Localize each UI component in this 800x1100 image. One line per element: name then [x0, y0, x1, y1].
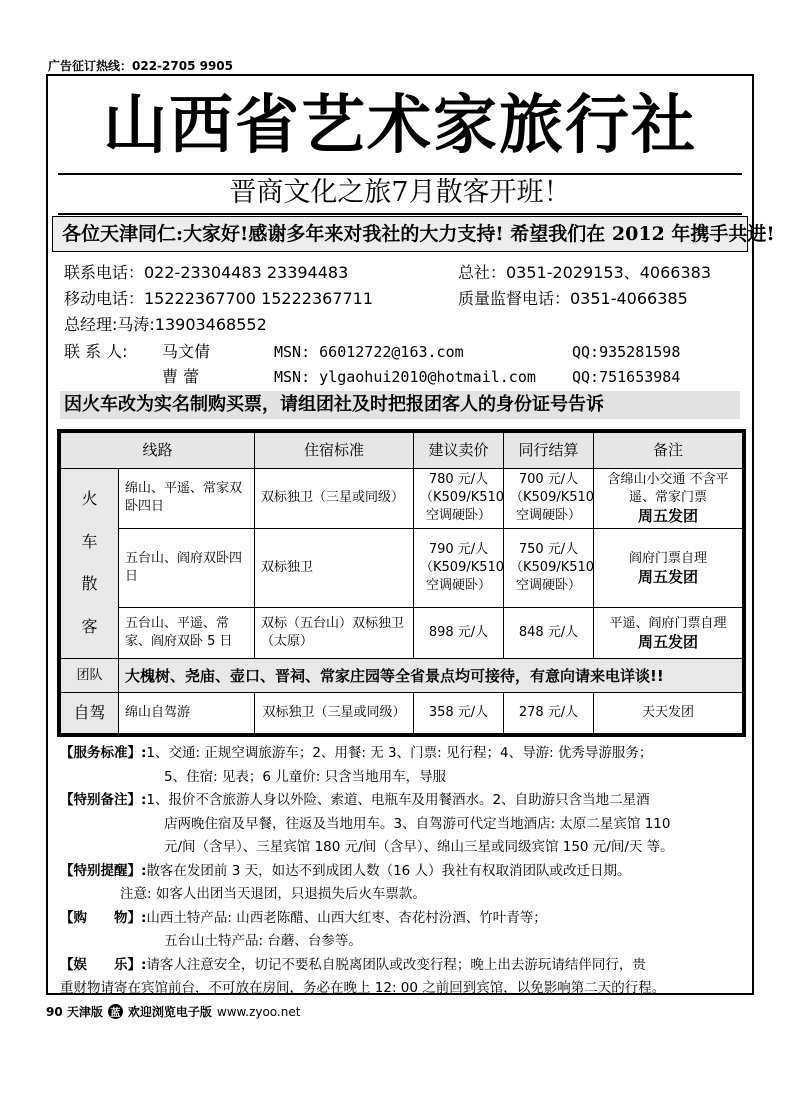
agency-title: 山西省艺术家旅行社: [103, 88, 697, 163]
page-number: 90 天津版: [46, 1005, 103, 1019]
special-label: 【特别备注】:: [60, 792, 147, 808]
shopping-label: 【购 物】:: [60, 909, 147, 926]
tour-price-table: [57, 429, 746, 737]
contact-mobile: 移动电话：15222367700 15222367711: [64, 289, 374, 308]
special-text: 元/间（含早）、三星宾馆 180 元/间（含早）、绵山三星或同级宾馆 150 元/间/天 等。: [164, 839, 674, 855]
route-cell: 绵山、平遥、常家双卧四日: [119, 468, 255, 528]
train-label-char: 车: [81, 531, 98, 551]
price-cell: 780 元/人（K509/K510 空调硬卧）: [414, 468, 504, 528]
hotel-cell: 双标独卫（三星或同级）: [255, 693, 414, 734]
note-cell: [594, 468, 743, 528]
price-cell: 790 元/人（K509/K510 空调硬卧）: [414, 528, 504, 607]
header-peer: 同行结算: [504, 433, 594, 469]
service-text: 5、住宿: 见表；6 儿童价: 只含当地用车，导服: [164, 768, 447, 785]
shopping-text: 山西土特产品: 山西老陈醋、山西大红枣、杏花村汾酒、竹叶青等；: [146, 909, 547, 926]
table-row: [61, 528, 743, 607]
header-price: 建议卖价: [414, 433, 504, 469]
contact-phone: 联系电话：022-23304483 23394483: [64, 263, 349, 282]
note-cell: [594, 607, 743, 658]
peer-cell: 750 元/人（K509/K510 空调硬卧）: [504, 528, 594, 607]
attention-text: 如客人出团当天退团，只退损失后火车票款。: [155, 886, 426, 902]
table-row: [61, 468, 743, 528]
header-note: 备注: [594, 433, 743, 469]
train-label-char: 客: [81, 616, 98, 636]
reminder-text: 散客在发团前 3 天，如达不到成团人数（16 人）我社有权取消团队或改迁日期。: [146, 862, 631, 879]
service-text: 1、交通: 正规空调旅游车；2、用餐: 无 3、门票: 见行程；4、导游: 优秀导游服务；: [146, 745, 653, 761]
train-category-cell: [61, 468, 119, 658]
attention-label: 注意:: [120, 886, 152, 902]
greeting: 各位天津同仁:大家好!感谢多年来对我社的大力支持! 希望我们在 2012 年携手共进!: [62, 223, 775, 245]
page-footer: [46, 1003, 300, 1020]
blue-logo-icon: 蓝: [108, 1004, 123, 1019]
special-text: 1、报价不含旅游人身以外险、索道、电瓶车及用餐酒水。2、自助游只含当地二星酒: [146, 792, 650, 808]
ad-hotline: 广告征订热线：022-2705 9905: [48, 59, 234, 73]
team-label: 团队: [61, 658, 119, 693]
shopping-text: 五台山土特产品: 台蘑、台参等。: [164, 933, 362, 949]
footer-site-link[interactable]: www.zyoo.net: [216, 1004, 301, 1019]
hotel-cell: 双标独卫（三星或同级）: [255, 468, 414, 528]
footer-text: 欢迎浏览电子版: [127, 1005, 212, 1019]
contact-quality: 质量监督电话：0351-4066385: [458, 289, 688, 308]
self-drive-label: 自驾: [61, 693, 119, 734]
service-label: 【服务标准】:: [60, 745, 147, 761]
route-cell: 五台山、阎府双卧四日: [119, 528, 255, 607]
route-cell: 绵山自驾游: [119, 693, 255, 734]
contact-msn-1: MSN: 66012722@163.com: [274, 343, 464, 361]
contact-person-label: 联 系 人:: [64, 342, 128, 361]
route-cell: 五台山、平遥、常家、阎府双卧 5 日: [119, 607, 255, 658]
fun-label: 【娱 乐】:: [60, 956, 147, 973]
note-text: 含绵山小交通 不含平遥、常家门票: [607, 472, 729, 506]
subtitle: 晋商文化之旅7月散客开班！: [229, 177, 571, 208]
price-cell: 358 元/人: [414, 693, 504, 734]
peer-cell: 848 元/人: [504, 607, 594, 658]
note-text: 平遥、阎府门票自理: [609, 615, 727, 631]
train-label-char: 散: [81, 574, 98, 594]
contact-qq-2: QQ:751653984: [572, 368, 681, 386]
note-cell: 天天发团: [594, 693, 743, 734]
contact-person-1: 马文倩: [162, 342, 211, 361]
peer-cell: 700 元/人（K509/K510 空调硬卧）: [504, 468, 594, 528]
self-drive-row: [61, 693, 743, 734]
departure-day: 周五发团: [638, 567, 699, 586]
reminder-label: 【特别提醒】:: [60, 862, 147, 879]
peer-cell: 278 元/人: [504, 693, 594, 734]
hotel-cell: 双标（五台山）双标独卫（太原）: [255, 607, 414, 658]
fun-text: 重财物请寄在宾馆前台，不可放在房间，务必在晚上 12: 00 之前回到宾馆，以免影响第二天的行程。: [60, 980, 666, 996]
header-hotel: 住宿标准: [255, 433, 414, 469]
contact-manager: 总经理:马涛:13903468552: [64, 315, 267, 334]
team-text: 大槐树、尧庙、壶口、晋祠、常家庄园等全省景点均可接待，有意向请来电详谈!!: [119, 658, 743, 693]
departure-day: 周五发团: [638, 507, 699, 526]
header-route: 线路: [61, 433, 255, 469]
train-label-char: 火: [81, 489, 98, 509]
contact-hq: 总社：0351-2029153、4066383: [458, 263, 712, 282]
departure-day: 周五发团: [638, 632, 699, 651]
table-row: [61, 607, 743, 658]
id-notice: 因火车改为实名制购买票，请组团社及时把报团客人的身份证号告诉: [64, 394, 604, 415]
contact-msn-2: MSN: ylgaohui2010@hotmail.com: [274, 368, 536, 386]
hotel-cell: 双标独卫: [255, 528, 414, 607]
fun-text: 请客人注意安全，切记不要私自脱离团队或改变行程；晚上出去游玩请结伴同行，贵: [146, 956, 646, 973]
team-row: [61, 658, 743, 693]
contact-person-2: 曹 蕾: [162, 367, 200, 386]
note-text: 阎府门票自理: [629, 550, 708, 566]
contact-qq-1: QQ:935281598: [572, 343, 681, 361]
terms-section: [60, 742, 750, 1001]
special-text: 店两晚住宿及早餐，往返及当地用车。3、自驾游可代定当地酒店: 太原二星宾馆 110: [164, 815, 671, 832]
note-cell: [594, 528, 743, 607]
price-cell: 898 元/人: [414, 607, 504, 658]
